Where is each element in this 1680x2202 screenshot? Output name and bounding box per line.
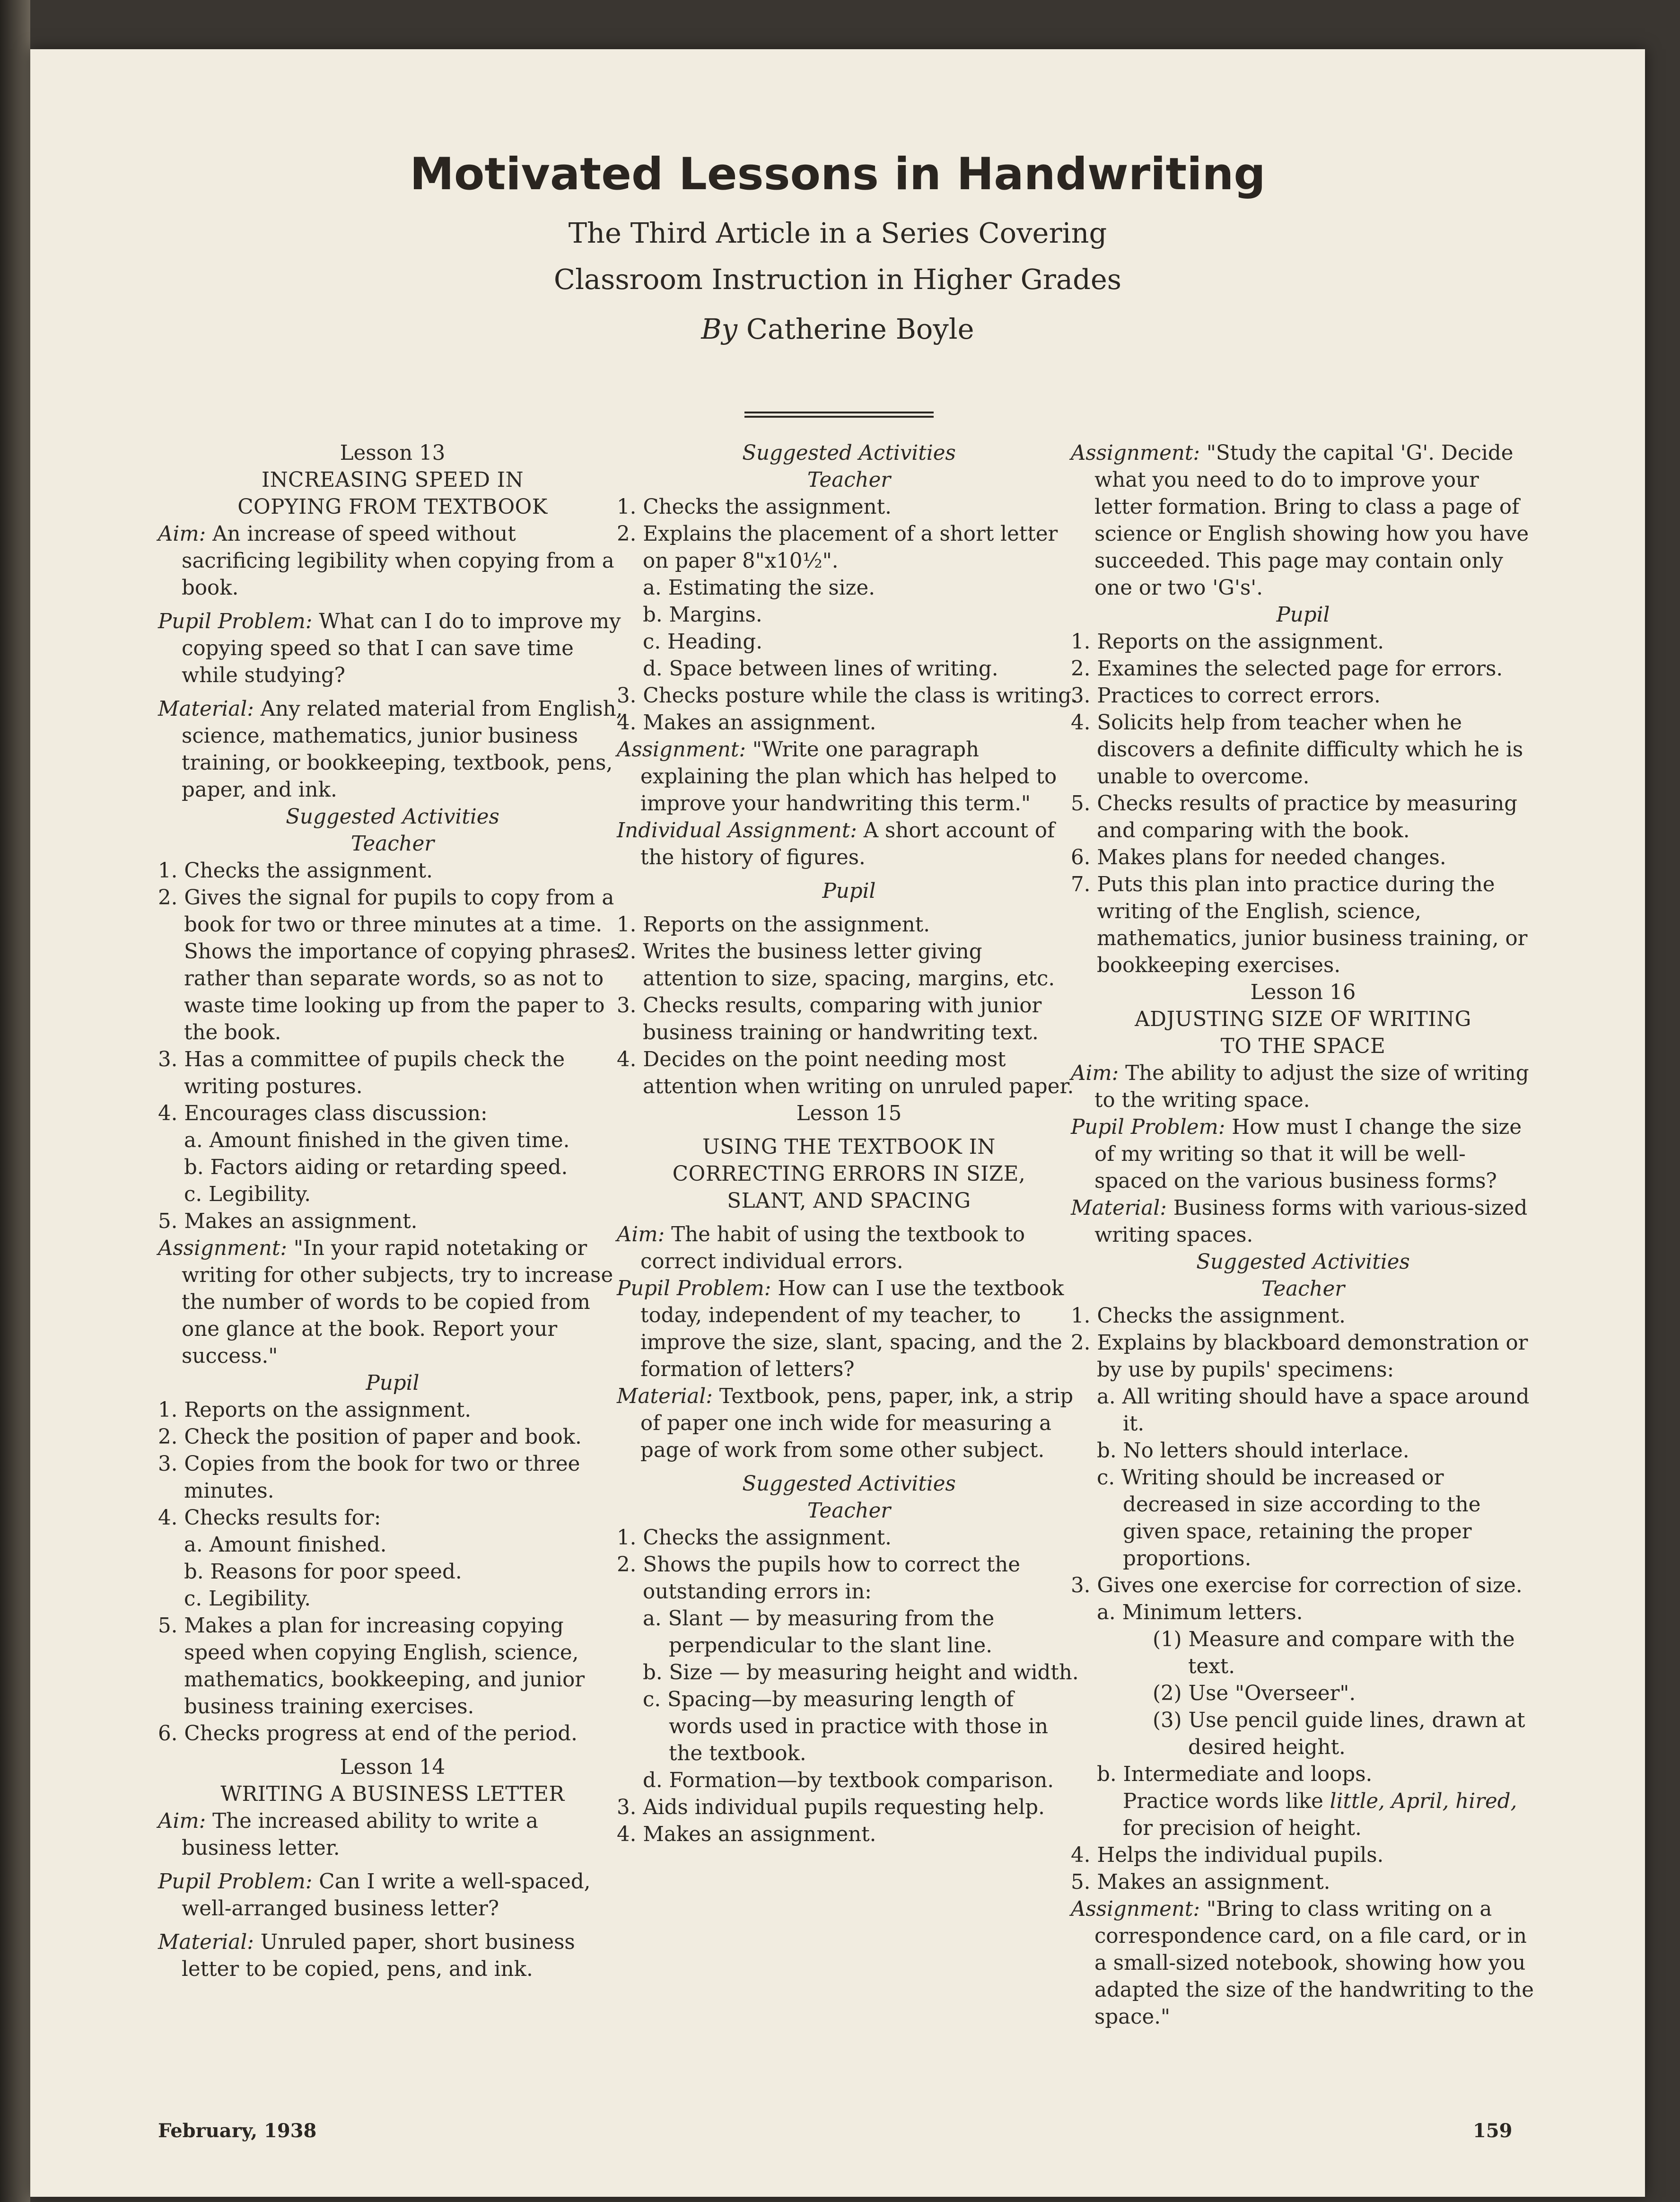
lesson-16-number: Lesson 16 xyxy=(1250,981,1356,1004)
pupil-heading: Pupil xyxy=(1276,603,1330,627)
lesson-13-pupil-problem xyxy=(158,608,627,689)
assignment-label: Assignment: xyxy=(158,1237,287,1260)
list-item: 2. Gives the signal for pupils to copy from a book for two or three minutes at a time. Shows the importance of copying phrases rather than separate words, so as not to waste time looking up from the paper to the book. xyxy=(158,886,621,1044)
lesson-15-assignment xyxy=(1071,440,1535,602)
pupil-problem-text: How must I change the size of my writing so that it will be well-spaced on the various business forms? xyxy=(1094,1115,1522,1193)
author-name: Catherine Boyle xyxy=(746,313,974,345)
lesson-16-title-line2: TO THE SPACE xyxy=(1220,1035,1386,1058)
suggested-activities-heading: Suggested Activities xyxy=(742,441,956,465)
list-item: 3. Has a committee of pupils check the writing postures. xyxy=(158,1048,565,1098)
list-item: 2. Check the position of paper and book. xyxy=(158,1425,582,1449)
list-subitem: a. Amount finished. xyxy=(184,1533,387,1557)
lesson-16-assignment xyxy=(1071,1896,1535,2031)
list-subitem: a. Slant — by measuring from the perpendicular to the slant line. xyxy=(643,1607,995,1658)
list-subitem: a. Estimating the size. xyxy=(643,576,875,600)
lesson-14-number: Lesson 14 xyxy=(340,1755,446,1779)
list-subitem: b. Intermediate and loops. xyxy=(1097,1763,1373,1786)
material-text: Business forms with various-sized writing spaces. xyxy=(1094,1196,1528,1247)
lesson-16-aim xyxy=(1071,1060,1535,1114)
column-left xyxy=(158,440,627,1983)
lesson-13-assignment xyxy=(158,1235,627,1370)
column-right xyxy=(1071,440,1535,2031)
lesson-13-number: Lesson 13 xyxy=(340,441,446,465)
assignment-text: "Bring to class writing on a correspondence card, on a file card, or in a small-sized notebook, showing how you adapted the size of the handwriting to the space." xyxy=(1094,1897,1534,2029)
list-item: 1. Checks the assignment. xyxy=(617,1526,892,1550)
suggested-activities-heading: Suggested Activities xyxy=(286,805,499,829)
lesson-16-material xyxy=(1071,1195,1535,1249)
material-text: Unruled paper, short business letter to be copied, pens, and ink. xyxy=(182,1930,575,1981)
assignment-text: "Write one paragraph explaining the plan which has helped to improve your handwriting this term." xyxy=(640,738,1057,816)
lesson-14-material xyxy=(158,1929,627,1983)
list-item: 1. Checks the assignment. xyxy=(1071,1304,1346,1328)
list-item: 2. Explains the placement of a short letter on paper 8"x10½". xyxy=(617,522,1058,573)
list-item: 5. Checks results of practice by measuring and comparing with the book. xyxy=(1071,792,1518,842)
material-label: Material: xyxy=(617,1385,713,1408)
lesson-14-assignment xyxy=(617,737,1081,817)
list-item: 6. Checks progress at end of the period. xyxy=(158,1722,578,1746)
list-item: 1. Checks the assignment. xyxy=(158,859,433,883)
teacher-heading: Teacher xyxy=(350,832,435,856)
list-item: 4. Encourages class discussion: xyxy=(158,1102,488,1125)
list-item: 2. Writes the business letter giving attention to size, spacing, margins, etc. xyxy=(617,940,1055,991)
lesson-14-aim xyxy=(158,1808,627,1862)
list-subitem: d. Formation—by textbook comparison. xyxy=(643,1769,1054,1792)
article-subtitle-line2: Classroom Instruction in Higher Grades xyxy=(553,263,1122,296)
practice-words-post: for precision of height. xyxy=(1123,1816,1362,1840)
pupil-problem-text: How can I use the textbook today, independent of my teacher, to improve the size, slant, spacing, and the formation of letters? xyxy=(640,1277,1064,1381)
suggested-activities-heading: Suggested Activities xyxy=(1196,1250,1410,1274)
practice-words-note xyxy=(1071,1788,1535,1842)
list-item: 1. Checks the assignment. xyxy=(617,495,892,519)
individual-assignment xyxy=(617,817,1081,871)
aim-text: The ability to adjust the size of writing to the writing space. xyxy=(1094,1062,1529,1112)
individual-assignment-label: Individual Assignment: xyxy=(617,819,857,842)
lesson-15-pupil-problem xyxy=(617,1275,1081,1383)
assignment-label: Assignment: xyxy=(617,738,746,762)
list-item: 4. Decides on the point needing most attention when writing on unruled paper. xyxy=(617,1048,1074,1098)
pupil-problem-text: What can I do to improve my copying speed so that I can save time while studying? xyxy=(182,610,621,687)
pupil-problem-label: Pupil Problem: xyxy=(1071,1115,1225,1139)
article-header xyxy=(30,139,1645,353)
list-subitem: c. Spacing—by measuring length of words used in practice with those in the textbook. xyxy=(643,1688,1048,1765)
list-subitem: a. All writing should have a space around it. xyxy=(1097,1385,1530,1436)
practice-words-examples: little, April, hired, xyxy=(1330,1790,1517,1813)
lesson-15-title-line1: USING THE TEXTBOOK IN xyxy=(702,1135,996,1159)
list-item: 2. Explains by blackboard demonstration or by use by pupils' specimens: xyxy=(1071,1331,1528,1382)
byline xyxy=(30,306,1645,353)
lesson-15-aim xyxy=(617,1221,1081,1275)
individual-assignment-text: A short account of the history of figures. xyxy=(640,819,1055,869)
lesson-15-title-line2: CORRECTING ERRORS IN SIZE, xyxy=(672,1162,1026,1186)
list-item: 1. Reports on the assignment. xyxy=(1071,630,1384,654)
lesson-15-number: Lesson 15 xyxy=(796,1102,902,1125)
material-label: Material: xyxy=(1071,1196,1167,1220)
list-item: 3. Checks results, comparing with junior business training or handwriting text. xyxy=(617,994,1042,1044)
article-subtitle-line1: The Third Article in a Series Covering xyxy=(568,217,1107,249)
list-subitem: a. Amount finished in the given time. xyxy=(184,1129,570,1152)
lesson-15-material xyxy=(617,1383,1081,1464)
list-subitem: c. Legibility. xyxy=(184,1587,311,1611)
list-item: 3. Copies from the book for two or three minutes. xyxy=(158,1452,580,1503)
list-item: 4. Checks results for: xyxy=(158,1506,381,1530)
list-subitem: b. No letters should interlace. xyxy=(1097,1439,1409,1463)
list-subitem: c. Legibility. xyxy=(184,1183,311,1206)
double-rule-divider xyxy=(744,412,934,420)
aim-label: Aim: xyxy=(1071,1062,1119,1085)
material-text: Textbook, pens, paper, ink, a strip of paper one inch wide for measuring a page of work from some other subject. xyxy=(640,1385,1074,1462)
list-item: 2. Examines the selected page for errors. xyxy=(1071,657,1503,681)
lesson-14-pupil-problem xyxy=(158,1869,627,1922)
pupil-problem-label: Pupil Problem: xyxy=(617,1277,771,1300)
list-subsubitem: (1) Measure and compare with the text. xyxy=(1153,1628,1515,1678)
list-item: 4. Helps the individual pupils. xyxy=(1071,1843,1384,1867)
list-item: 1. Reports on the assignment. xyxy=(617,913,930,937)
list-subitem: a. Minimum letters. xyxy=(1097,1601,1303,1624)
list-item: 6. Makes plans for needed changes. xyxy=(1071,846,1446,869)
list-subitem: d. Space between lines of writing. xyxy=(643,657,998,681)
list-item: 3. Gives one exercise for correction of size. xyxy=(1071,1574,1522,1597)
list-item: 4. Makes an assignment. xyxy=(617,711,876,735)
list-subitem: b. Reasons for poor speed. xyxy=(184,1560,462,1584)
material-label: Material: xyxy=(158,697,254,721)
footer-issue-date: February, 1938 xyxy=(158,2120,317,2142)
list-item: 3. Checks posture while the class is writing. xyxy=(617,684,1078,708)
list-subitem: b. Margins. xyxy=(643,603,762,627)
assignment-label: Assignment: xyxy=(1071,441,1200,465)
aim-label: Aim: xyxy=(158,1809,206,1833)
article-title: Motivated Lessons in Handwriting xyxy=(410,149,1266,200)
suggested-activities-heading: Suggested Activities xyxy=(742,1472,956,1496)
lesson-16-title-line1: ADJUSTING SIZE OF WRITING xyxy=(1135,1008,1471,1031)
footer-page-number: 159 xyxy=(1473,2120,1513,2142)
lesson-13-material xyxy=(158,696,627,804)
teacher-heading: Teacher xyxy=(807,1499,891,1523)
list-item: 5. Makes an assignment. xyxy=(158,1210,418,1233)
lesson-13-aim xyxy=(158,521,627,602)
list-subitem: b. Size — by measuring height and width. xyxy=(643,1661,1079,1684)
lesson-14-title: WRITING A BUSINESS LETTER xyxy=(220,1782,565,1806)
list-item: 2. Shows the pupils how to correct the outstanding errors in: xyxy=(617,1553,1021,1604)
list-item: 3. Practices to correct errors. xyxy=(1071,684,1381,708)
teacher-heading: Teacher xyxy=(1261,1277,1345,1301)
aim-text: The habit of using the textbook to correct individual errors. xyxy=(640,1223,1025,1273)
list-item: 7. Puts this plan into practice during the writing of the English, science, mathematics, junior business training, or bookkeeping exercises. xyxy=(1071,873,1528,977)
lesson-16-pupil-problem xyxy=(1071,1114,1535,1195)
practice-words-pre: Practice words like xyxy=(1123,1790,1323,1813)
assignment-text: "In your rapid notetaking or writing for other subjects, try to increase the number of words to be copied from one glance at the book. Report your success." xyxy=(182,1237,613,1368)
list-subsubitem: (2) Use "Overseer". xyxy=(1153,1682,1356,1705)
magazine-page xyxy=(30,49,1645,2197)
column-middle xyxy=(617,440,1081,1848)
byline-by: By xyxy=(701,313,738,345)
list-subsubitem: (3) Use pencil guide lines, drawn at desired height. xyxy=(1153,1709,1525,1759)
list-item: 4. Makes an assignment. xyxy=(617,1823,876,1846)
aim-text: An increase of speed without sacrificing legibility when copying from a book. xyxy=(182,522,614,600)
teacher-heading: Teacher xyxy=(807,468,891,492)
pupil-heading: Pupil xyxy=(366,1371,420,1395)
list-subitem: c. Writing should be increased or decreased in size according to the given space, retaining the proper proportions. xyxy=(1097,1466,1481,1570)
assignment-label: Assignment: xyxy=(1071,1897,1200,1921)
assignment-text: "Study the capital 'G'. Decide what you need to do to improve your letter formation. Bring to class a page of science or English showing how you have succeeded. This page may contain only one or two 'G's'. xyxy=(1094,441,1529,600)
list-subitem: b. Factors aiding or retarding speed. xyxy=(184,1156,568,1179)
pupil-problem-label: Pupil Problem: xyxy=(158,1870,313,1894)
aim-label: Aim: xyxy=(158,522,206,546)
book-spine-edge xyxy=(0,0,30,2202)
lesson-13-title-line1: INCREASING SPEED IN xyxy=(261,468,524,492)
pupil-problem-text: Can I write a well-spaced, well-arranged business letter? xyxy=(182,1870,591,1921)
list-item: 5. Makes a plan for increasing copying speed when copying English, science, mathematics, bookkeeping, and junior business training exercises. xyxy=(158,1614,585,1719)
lesson-15-title-line3: SLANT, AND SPACING xyxy=(727,1189,971,1213)
material-label: Material: xyxy=(158,1930,254,1954)
list-item: 5. Makes an assignment. xyxy=(1071,1870,1330,1894)
list-item: 4. Solicits help from teacher when he discovers a definite difficulty which he is unable to overcome. xyxy=(1071,711,1523,789)
aim-text: The increased ability to write a business letter. xyxy=(182,1809,538,1860)
aim-label: Aim: xyxy=(617,1223,665,1246)
material-text: Any related material from English, science, mathematics, junior business training, or bookkeeping, textbook, pens, paper, and ink. xyxy=(182,697,623,802)
pupil-problem-label: Pupil Problem: xyxy=(158,610,313,633)
list-subitem: c. Heading. xyxy=(643,630,763,654)
list-item: 3. Aids individual pupils requesting help. xyxy=(617,1796,1045,1819)
pupil-heading: Pupil xyxy=(822,879,876,903)
lesson-13-title-line2: COPYING FROM TEXTBOOK xyxy=(237,495,548,519)
list-item: 1. Reports on the assignment. xyxy=(158,1398,472,1422)
